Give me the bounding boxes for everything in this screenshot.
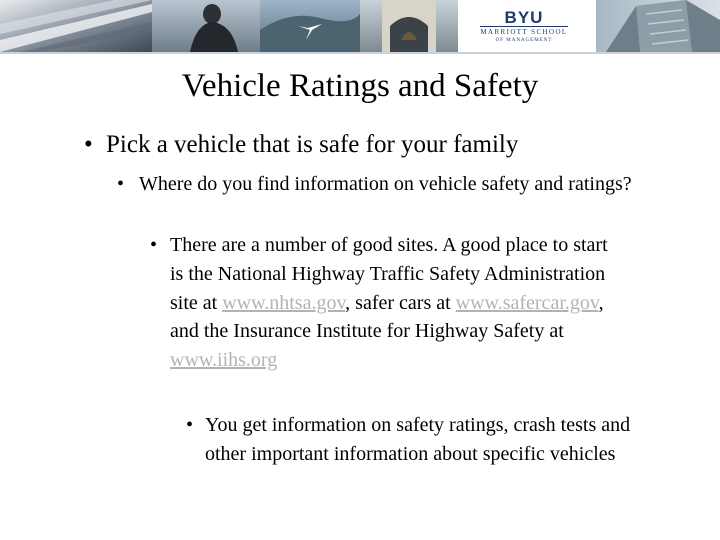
bullet-text: You get information on safety ratings, crash tests and other important information about specific vehicles	[205, 414, 631, 465]
logo-sub-text: OF MANAGEMENT	[495, 37, 553, 43]
building-photo	[0, 0, 152, 52]
y-mountain-photo	[260, 0, 360, 52]
modern-building-photo	[596, 0, 720, 52]
bullet-level-1	[84, 130, 518, 160]
bullet-text-with-links	[150, 231, 620, 375]
safercar-link[interactable]: www.safercar.gov	[455, 291, 599, 314]
bullet-text-part: , safer cars at	[345, 291, 456, 314]
bullet-dot-icon: •	[84, 131, 93, 158]
byu-marriott-logo	[460, 2, 588, 50]
bullet-text: Pick a vehicle that is safe for your family	[106, 131, 519, 158]
logo-school-text: MARRIOTT SCHOOL	[480, 27, 568, 36]
header-banner	[0, 0, 720, 54]
bell-tower-photo	[360, 0, 458, 52]
nhtsa-link[interactable]: www.nhtsa.gov	[222, 291, 346, 314]
bullet-dot-icon: •	[117, 173, 125, 195]
header-divider	[0, 52, 720, 54]
logo-byu-text: BYU	[504, 7, 544, 27]
bullet-level-3	[150, 231, 620, 375]
bullet-text: Where do you find information on vehicle safety and ratings?	[139, 173, 632, 195]
bullet-level-4	[186, 411, 636, 468]
bullet-dot-icon: •	[150, 234, 158, 256]
bullet-text-part: There are a number of good sites. A good place to start is the National Highway Traffic Safety Administration site at	[170, 234, 608, 314]
bullet-dot-icon: •	[186, 414, 194, 436]
bullet-level-2	[117, 170, 637, 199]
iihs-link[interactable]: www.iihs.org	[170, 349, 278, 372]
slide-title: Vehicle Ratings and Safety	[181, 68, 539, 104]
statue-photo	[152, 0, 260, 52]
bullet-text-part: , and the Insurance Institute for Highway Safety at	[170, 291, 604, 343]
